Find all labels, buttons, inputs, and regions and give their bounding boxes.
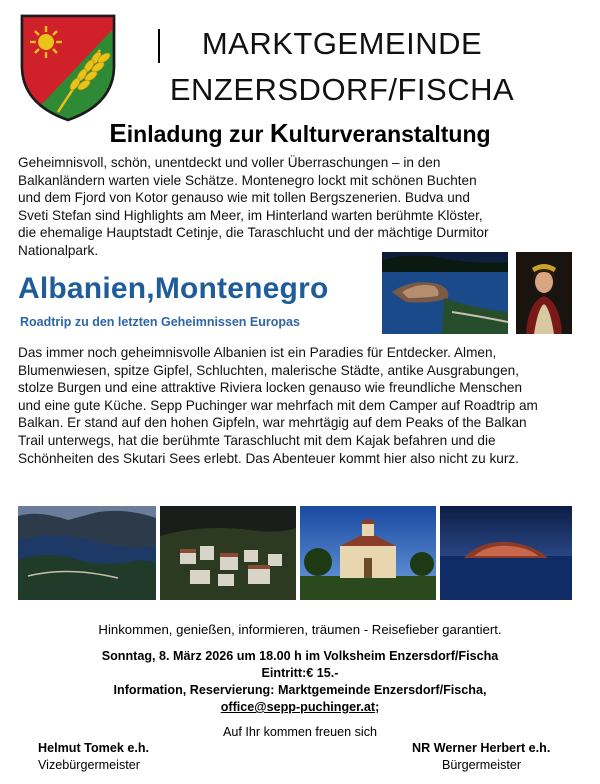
intro-line: Balkanländern warten viele Schätze. Montenegro lockt mit schönen Buchten bbox=[18, 172, 477, 188]
greeting: Auf Ihr kommen freuen sich bbox=[223, 725, 377, 739]
photo-bay-of-kotor bbox=[18, 506, 156, 600]
body-paragraph bbox=[18, 344, 538, 467]
body-line: Schönheiten des Skutari Sees erlebt. Das Abenteuer kommt hier also nicht zu kurz. bbox=[18, 450, 519, 466]
email-link[interactable]: office@sepp-puchinger.at bbox=[220, 700, 376, 714]
body-line: Balkan. Er stand auf den hohen Gipfeln, war mehrtägig auf dem Peaks of the Balkan bbox=[18, 415, 527, 431]
email-suffix: ; bbox=[375, 700, 380, 714]
subheadline: Roadtrip zu den letzten Geheimnissen Europas bbox=[20, 315, 300, 329]
intro-line: die ehemalige Hauptstadt Cetinje, die Taraschlucht und der mächtige Durmitor bbox=[18, 225, 489, 241]
event-fee: Eintritt:€ 15.- bbox=[261, 666, 339, 680]
photo-monastery bbox=[300, 506, 436, 600]
photo-sveti-stefan bbox=[382, 252, 508, 334]
body-line: stolze Burgen und eine attraktive Riviera locken genauso wie freundliche Menschen bbox=[18, 380, 523, 396]
intro-line: Sveti Stefan sind Highlights am Meer, im Hinterland warten berühmte Klöster, bbox=[18, 207, 483, 223]
signature-left-role: Vizebürgermeister bbox=[38, 758, 140, 772]
intro-line: Nationalpark. bbox=[18, 242, 99, 258]
body-line: und eine gute Küche. Sepp Puchinger war mehrfach mit dem Camper auf Roadtrip am bbox=[18, 397, 538, 413]
title-initial-2: K bbox=[269, 118, 289, 148]
signature-right-name: NR Werner Herbert e.h. bbox=[412, 741, 551, 755]
title-text-2: ulturveranstaltung bbox=[288, 121, 491, 147]
page-title bbox=[0, 118, 600, 149]
org-name-line2: ENZERSDORF/FISCHA bbox=[169, 72, 515, 107]
body-line: Trail unterwegs, hat die berühmte Taraschlucht mit dem Kajak befahren und die bbox=[18, 432, 496, 448]
photo-stone-town bbox=[160, 506, 296, 600]
photo-island-sunset bbox=[440, 506, 572, 600]
event-info: Information, Reservierung: Marktgemeinde Enzersdorf/Fischa, bbox=[113, 683, 487, 697]
intro-line: und dem Fjord von Kotor genauso wie mit tollen Bergszenerien. Budva und bbox=[18, 190, 470, 206]
intro-paragraph bbox=[18, 154, 489, 260]
org-name-line1: MARKTGEMEINDE bbox=[201, 26, 483, 61]
event-contact bbox=[0, 700, 600, 714]
signature-right-role: Bürgermeister bbox=[442, 758, 522, 772]
body-line: Das immer noch geheimnisvolle Albanien ist ein Paradies für Entdecker. Almen, bbox=[18, 345, 497, 360]
title-initial-1: E bbox=[109, 118, 127, 148]
municipality-crest bbox=[18, 14, 118, 122]
signature-left-name: Helmut Tomek e.h. bbox=[38, 741, 150, 755]
intro-line: Geheimnisvoll, schön, unentdeckt und voller Überraschungen – in den bbox=[18, 155, 441, 170]
photo-woman-in-costume bbox=[516, 252, 572, 334]
title-text-1: inladung zur bbox=[126, 121, 270, 147]
body-line: Blumenwiesen, spitze Gipfel, Schluchten, malerische Städte, antike Ausgrabungen, bbox=[18, 362, 519, 378]
headline: Albanien,Montenegro bbox=[18, 272, 329, 305]
event-date: Sonntag, 8. März 2026 um 18.00 h im Volksheim Enzersdorf/Fischa bbox=[101, 649, 499, 663]
tagline: Hinkommen, genießen, informieren, träumen - Reisefieber garantiert. bbox=[98, 622, 502, 637]
